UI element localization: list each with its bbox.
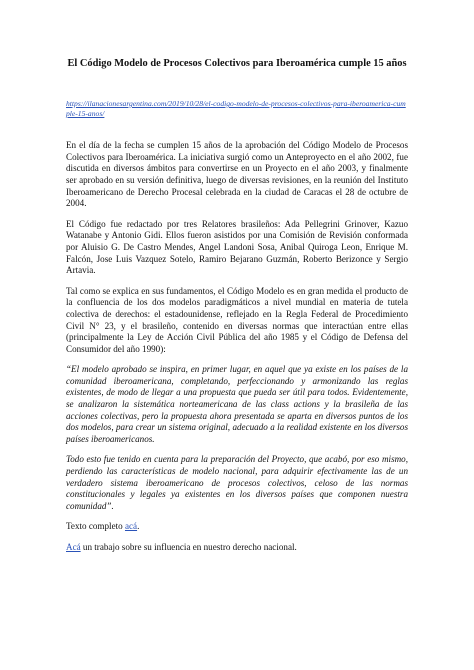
paragraph-intro: En el día de la fecha se cumplen 15 años de la aprobación del Código Modelo de Procesos Colectivos para Iberoamérica. La iniciativa surgió como un Anteproyecto en el año 2002, fue discutida en diversos ámbitos para convertirse en un Proyecto en el año 2003, y finalmente ser aprobado en su versión definitiva, luego de diversas revisiones, en la reunión del Instituto Iberoamericano de Derecho Procesal celebrada en la ciudad de Caracas el 28 de octubre de 2004. [66, 140, 408, 209]
paragraph-foundations: Tal como se explica en sus fundamentos, el Código Modelo es en gran medida el producto de la confluencia de los dos modelos paradigmáticos a nivel mundial en materia de tutela colectiva de derechos: el estadounidense, reflejado en la Regla Federal de Procedimiento Civil N° 23, y el brasileño, contenido en diversas normas que interactúan entre ellas (principalmente la Ley de Acción Civil Pública del año 1985 y el Código de Defensa del Consumidor del año 1990): [66, 285, 408, 354]
quote-paragraph-2: Todo esto fue tenido en cuenta para la preparación del Proyecto, que acabó, por eso mismo, perdiendo las características de modelo nacional, para adquirir efectivamente las de un verdadero sistema iberoamericano de procesos colectivos, celoso de las normas constitucionales y legales ya existentes en los diversos países que componen nuestra comunidad”. [66, 454, 408, 511]
full-text-link[interactable]: acá [124, 521, 138, 532]
full-text-line [66, 521, 408, 533]
influence-text: un trabajo sobre su influencia en nuestro derecho nacional. [80, 542, 297, 552]
influence-link[interactable]: Acá [66, 542, 81, 552]
full-text-suffix: . [137, 521, 140, 532]
full-text-prefix: Texto completo [66, 521, 125, 532]
quote-paragraph-1: “El modelo aprobado se inspira, en primer lugar, en aquel que ya existe en los países de la comunidad iberoamericana, completando, perfeccionando y armonizando las reglas existentes, de modo de llegar a una propuesta que pueda ser útil para todos. Evidentemente, se analizaron la sistemática norteamericana de las class actions y la brasileña de las acciones colectivas, pero la propuesta ahora presentada se aparta en diversos puntos de los dos modelos, para crear un sistema original, adecuado a la realidad existente en los diversos países iberoamericanos. [66, 364, 408, 444]
paragraph-authors: El Código fue redactado por tres Relatores brasileños: Ada Pellegrini Grinover, Kazuo Watanabe y Antonio Gidi. Ellos fueron asistidos por una Comisión de Revisión conformada por Aluisio G. De Castro Mendes, Angel Landoni Sosa, Anibal Quiroga Leon, Enrique M. Falcón, Jose Luis Vazquez Sotelo, Ramiro Bejarano Guzmán, Roberto Berizonce y Sergio Artavia. [66, 218, 408, 276]
source-url-link[interactable]: https://ilanacionesargentina.com/2019/10/28/el-codigo-modelo-de-procesos-colectivos-para-iberoamerica-cumple-15-anos/ [66, 99, 406, 118]
document-title: El Código Modelo de Procesos Colectivos para Iberoamérica cumple 15 años [67, 58, 407, 69]
influence-line [66, 542, 408, 554]
